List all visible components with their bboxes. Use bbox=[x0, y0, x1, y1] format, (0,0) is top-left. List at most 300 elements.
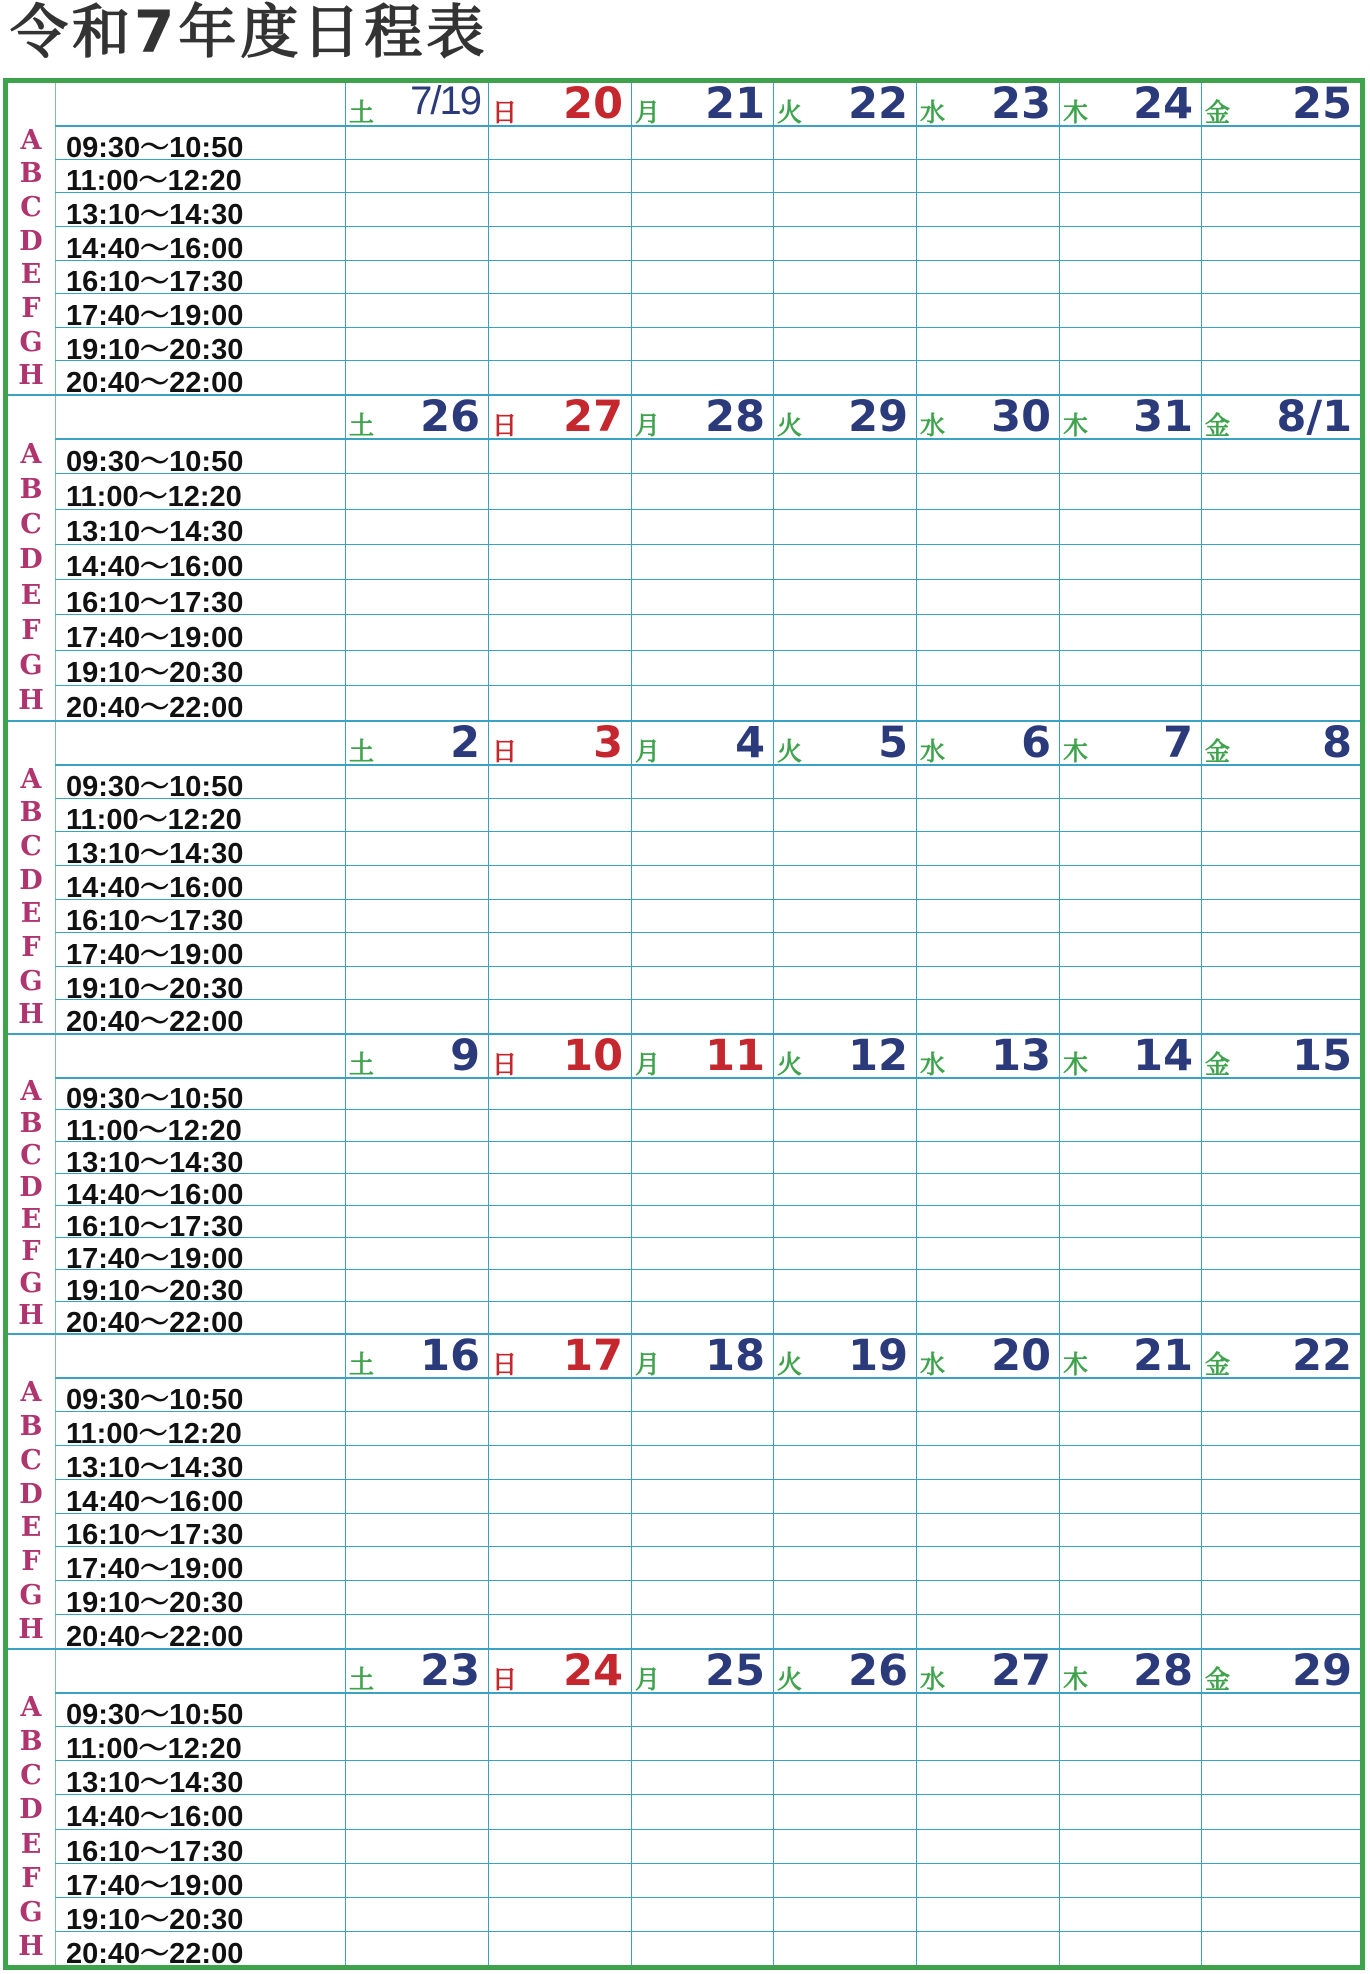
schedule-cell[interactable] bbox=[488, 1829, 631, 1863]
schedule-cell[interactable] bbox=[345, 1205, 488, 1237]
schedule-cell[interactable] bbox=[631, 473, 773, 508]
schedule-cell[interactable] bbox=[916, 932, 1059, 966]
schedule-cell[interactable] bbox=[488, 473, 631, 508]
schedule-cell[interactable] bbox=[916, 125, 1059, 159]
schedule-cell[interactable] bbox=[1059, 1077, 1201, 1109]
schedule-cell[interactable] bbox=[488, 360, 631, 394]
schedule-cell[interactable] bbox=[916, 1546, 1059, 1580]
schedule-cell[interactable] bbox=[1201, 1445, 1360, 1479]
schedule-cell[interactable] bbox=[488, 966, 631, 1000]
schedule-cell[interactable] bbox=[488, 865, 631, 899]
schedule-cell[interactable] bbox=[1201, 579, 1360, 614]
schedule-cell[interactable] bbox=[916, 1411, 1059, 1445]
schedule-cell[interactable] bbox=[345, 1897, 488, 1931]
schedule-cell[interactable] bbox=[916, 1614, 1059, 1648]
schedule-cell[interactable] bbox=[345, 192, 488, 226]
schedule-cell[interactable] bbox=[345, 831, 488, 865]
schedule-cell[interactable] bbox=[773, 1377, 916, 1411]
schedule-cell[interactable] bbox=[345, 1794, 488, 1828]
schedule-cell[interactable] bbox=[773, 1269, 916, 1301]
schedule-cell[interactable] bbox=[488, 1513, 631, 1547]
schedule-cell[interactable] bbox=[1201, 1411, 1360, 1445]
schedule-cell[interactable] bbox=[631, 932, 773, 966]
schedule-cell[interactable] bbox=[345, 1445, 488, 1479]
schedule-cell[interactable] bbox=[1059, 1445, 1201, 1479]
schedule-cell[interactable] bbox=[1059, 1479, 1201, 1513]
schedule-cell[interactable] bbox=[773, 685, 916, 720]
schedule-cell[interactable] bbox=[773, 614, 916, 649]
schedule-cell[interactable] bbox=[916, 1726, 1059, 1760]
schedule-cell[interactable] bbox=[916, 1269, 1059, 1301]
schedule-cell[interactable] bbox=[916, 192, 1059, 226]
schedule-cell[interactable] bbox=[916, 865, 1059, 899]
schedule-cell[interactable] bbox=[1201, 1863, 1360, 1897]
schedule-cell[interactable] bbox=[631, 1109, 773, 1141]
schedule-cell[interactable] bbox=[1201, 192, 1360, 226]
schedule-cell[interactable] bbox=[1059, 1377, 1201, 1411]
schedule-cell[interactable] bbox=[488, 1897, 631, 1931]
schedule-cell[interactable] bbox=[1059, 1794, 1201, 1828]
schedule-cell[interactable] bbox=[1201, 1897, 1360, 1931]
schedule-cell[interactable] bbox=[631, 865, 773, 899]
schedule-cell[interactable] bbox=[631, 966, 773, 1000]
schedule-cell[interactable] bbox=[488, 293, 631, 327]
schedule-cell[interactable] bbox=[631, 1269, 773, 1301]
schedule-cell[interactable] bbox=[631, 1173, 773, 1205]
schedule-cell[interactable] bbox=[916, 1301, 1059, 1333]
schedule-cell[interactable] bbox=[631, 1411, 773, 1445]
schedule-cell[interactable] bbox=[1201, 1726, 1360, 1760]
schedule-cell[interactable] bbox=[1201, 999, 1360, 1033]
schedule-cell[interactable] bbox=[916, 650, 1059, 685]
schedule-cell[interactable] bbox=[1059, 1173, 1201, 1205]
schedule-cell[interactable] bbox=[1201, 1077, 1360, 1109]
schedule-cell[interactable] bbox=[1201, 932, 1360, 966]
schedule-cell[interactable] bbox=[488, 1760, 631, 1794]
schedule-cell[interactable] bbox=[773, 999, 916, 1033]
schedule-cell[interactable] bbox=[488, 1109, 631, 1141]
schedule-cell[interactable] bbox=[1201, 1237, 1360, 1269]
schedule-cell[interactable] bbox=[488, 764, 631, 798]
schedule-cell[interactable] bbox=[1201, 764, 1360, 798]
schedule-cell[interactable] bbox=[1059, 1237, 1201, 1269]
schedule-cell[interactable] bbox=[631, 1301, 773, 1333]
schedule-cell[interactable] bbox=[1059, 360, 1201, 394]
schedule-cell[interactable] bbox=[1059, 1897, 1201, 1931]
schedule-cell[interactable] bbox=[1201, 1301, 1360, 1333]
schedule-cell[interactable] bbox=[773, 1301, 916, 1333]
schedule-cell[interactable] bbox=[631, 226, 773, 260]
schedule-cell[interactable] bbox=[488, 1205, 631, 1237]
schedule-cell[interactable] bbox=[1201, 473, 1360, 508]
schedule-cell[interactable] bbox=[488, 932, 631, 966]
schedule-cell[interactable] bbox=[345, 1580, 488, 1614]
schedule-cell[interactable] bbox=[1059, 544, 1201, 579]
schedule-cell[interactable] bbox=[488, 1377, 631, 1411]
schedule-cell[interactable] bbox=[916, 260, 1059, 294]
schedule-cell[interactable] bbox=[1059, 1301, 1201, 1333]
schedule-cell[interactable] bbox=[631, 1077, 773, 1109]
schedule-cell[interactable] bbox=[916, 159, 1059, 193]
schedule-cell[interactable] bbox=[345, 999, 488, 1033]
schedule-cell[interactable] bbox=[488, 1301, 631, 1333]
schedule-cell[interactable] bbox=[345, 473, 488, 508]
schedule-cell[interactable] bbox=[345, 293, 488, 327]
schedule-cell[interactable] bbox=[1201, 1692, 1360, 1726]
schedule-cell[interactable] bbox=[1201, 1794, 1360, 1828]
schedule-cell[interactable] bbox=[1201, 1479, 1360, 1513]
schedule-cell[interactable] bbox=[1201, 1580, 1360, 1614]
schedule-cell[interactable] bbox=[773, 1411, 916, 1445]
schedule-cell[interactable] bbox=[773, 1829, 916, 1863]
schedule-cell[interactable] bbox=[488, 1726, 631, 1760]
schedule-cell[interactable] bbox=[1059, 764, 1201, 798]
schedule-cell[interactable] bbox=[773, 1513, 916, 1547]
schedule-cell[interactable] bbox=[916, 1173, 1059, 1205]
schedule-cell[interactable] bbox=[773, 932, 916, 966]
schedule-cell[interactable] bbox=[916, 1377, 1059, 1411]
schedule-cell[interactable] bbox=[916, 1931, 1059, 1965]
schedule-cell[interactable] bbox=[916, 438, 1059, 473]
schedule-cell[interactable] bbox=[345, 865, 488, 899]
schedule-cell[interactable] bbox=[773, 1614, 916, 1648]
schedule-cell[interactable] bbox=[631, 1863, 773, 1897]
schedule-cell[interactable] bbox=[773, 1546, 916, 1580]
schedule-cell[interactable] bbox=[773, 1760, 916, 1794]
schedule-cell[interactable] bbox=[1059, 614, 1201, 649]
schedule-cell[interactable] bbox=[1059, 865, 1201, 899]
schedule-cell[interactable] bbox=[916, 999, 1059, 1033]
schedule-cell[interactable] bbox=[773, 1580, 916, 1614]
schedule-cell[interactable] bbox=[345, 125, 488, 159]
schedule-cell[interactable] bbox=[1059, 1760, 1201, 1794]
schedule-cell[interactable] bbox=[631, 1513, 773, 1547]
schedule-cell[interactable] bbox=[916, 1077, 1059, 1109]
schedule-cell[interactable] bbox=[1059, 1931, 1201, 1965]
schedule-cell[interactable] bbox=[488, 509, 631, 544]
schedule-cell[interactable] bbox=[1059, 1141, 1201, 1173]
schedule-cell[interactable] bbox=[1201, 1760, 1360, 1794]
schedule-cell[interactable] bbox=[916, 1829, 1059, 1863]
schedule-cell[interactable] bbox=[488, 1692, 631, 1726]
schedule-cell[interactable] bbox=[1059, 1829, 1201, 1863]
schedule-cell[interactable] bbox=[631, 685, 773, 720]
schedule-cell[interactable] bbox=[488, 1173, 631, 1205]
schedule-cell[interactable] bbox=[916, 1580, 1059, 1614]
schedule-cell[interactable] bbox=[1201, 260, 1360, 294]
schedule-cell[interactable] bbox=[345, 966, 488, 1000]
schedule-cell[interactable] bbox=[1201, 125, 1360, 159]
schedule-cell[interactable] bbox=[773, 293, 916, 327]
schedule-cell[interactable] bbox=[488, 1141, 631, 1173]
schedule-cell[interactable] bbox=[773, 764, 916, 798]
schedule-cell[interactable] bbox=[916, 327, 1059, 361]
schedule-cell[interactable] bbox=[1059, 1580, 1201, 1614]
schedule-cell[interactable] bbox=[345, 1173, 488, 1205]
schedule-cell[interactable] bbox=[488, 1237, 631, 1269]
schedule-cell[interactable] bbox=[1201, 1513, 1360, 1547]
schedule-cell[interactable] bbox=[488, 1863, 631, 1897]
schedule-cell[interactable] bbox=[345, 509, 488, 544]
schedule-cell[interactable] bbox=[1059, 1205, 1201, 1237]
schedule-cell[interactable] bbox=[1201, 865, 1360, 899]
schedule-cell[interactable] bbox=[1059, 1614, 1201, 1648]
schedule-cell[interactable] bbox=[488, 579, 631, 614]
schedule-cell[interactable] bbox=[488, 438, 631, 473]
schedule-cell[interactable] bbox=[345, 159, 488, 193]
schedule-cell[interactable] bbox=[1059, 899, 1201, 933]
schedule-cell[interactable] bbox=[631, 438, 773, 473]
schedule-cell[interactable] bbox=[773, 1109, 916, 1141]
schedule-cell[interactable] bbox=[345, 360, 488, 394]
schedule-cell[interactable] bbox=[631, 579, 773, 614]
schedule-cell[interactable] bbox=[1201, 1546, 1360, 1580]
schedule-cell[interactable] bbox=[916, 544, 1059, 579]
schedule-cell[interactable] bbox=[1201, 899, 1360, 933]
schedule-cell[interactable] bbox=[773, 327, 916, 361]
schedule-cell[interactable] bbox=[345, 1269, 488, 1301]
schedule-cell[interactable] bbox=[345, 1863, 488, 1897]
schedule-cell[interactable] bbox=[916, 1237, 1059, 1269]
schedule-cell[interactable] bbox=[773, 1141, 916, 1173]
schedule-cell[interactable] bbox=[1059, 650, 1201, 685]
schedule-cell[interactable] bbox=[916, 1445, 1059, 1479]
schedule-cell[interactable] bbox=[631, 1205, 773, 1237]
schedule-cell[interactable] bbox=[345, 1237, 488, 1269]
schedule-cell[interactable] bbox=[1059, 579, 1201, 614]
schedule-cell[interactable] bbox=[345, 1411, 488, 1445]
schedule-cell[interactable] bbox=[488, 1794, 631, 1828]
schedule-cell[interactable] bbox=[1201, 685, 1360, 720]
schedule-cell[interactable] bbox=[345, 1614, 488, 1648]
schedule-cell[interactable] bbox=[1201, 1829, 1360, 1863]
schedule-cell[interactable] bbox=[916, 579, 1059, 614]
schedule-cell[interactable] bbox=[631, 1614, 773, 1648]
schedule-cell[interactable] bbox=[773, 192, 916, 226]
schedule-cell[interactable] bbox=[773, 1445, 916, 1479]
schedule-cell[interactable] bbox=[488, 1269, 631, 1301]
schedule-cell[interactable] bbox=[1059, 293, 1201, 327]
schedule-cell[interactable] bbox=[1059, 260, 1201, 294]
schedule-cell[interactable] bbox=[345, 1377, 488, 1411]
schedule-cell[interactable] bbox=[1201, 1109, 1360, 1141]
schedule-cell[interactable] bbox=[488, 1931, 631, 1965]
schedule-cell[interactable] bbox=[345, 1513, 488, 1547]
schedule-cell[interactable] bbox=[1059, 509, 1201, 544]
schedule-cell[interactable] bbox=[916, 764, 1059, 798]
schedule-cell[interactable] bbox=[773, 1726, 916, 1760]
schedule-cell[interactable] bbox=[488, 260, 631, 294]
schedule-cell[interactable] bbox=[773, 1205, 916, 1237]
schedule-cell[interactable] bbox=[916, 1205, 1059, 1237]
schedule-cell[interactable] bbox=[488, 1614, 631, 1648]
schedule-cell[interactable] bbox=[916, 899, 1059, 933]
schedule-cell[interactable] bbox=[1059, 1863, 1201, 1897]
schedule-cell[interactable] bbox=[1059, 226, 1201, 260]
schedule-cell[interactable] bbox=[345, 1479, 488, 1513]
schedule-cell[interactable] bbox=[631, 650, 773, 685]
schedule-cell[interactable] bbox=[631, 1692, 773, 1726]
schedule-cell[interactable] bbox=[916, 1794, 1059, 1828]
schedule-cell[interactable] bbox=[1201, 614, 1360, 649]
schedule-cell[interactable] bbox=[1059, 1692, 1201, 1726]
schedule-cell[interactable] bbox=[1059, 999, 1201, 1033]
schedule-cell[interactable] bbox=[773, 159, 916, 193]
schedule-cell[interactable] bbox=[345, 932, 488, 966]
schedule-cell[interactable] bbox=[631, 831, 773, 865]
schedule-cell[interactable] bbox=[1059, 327, 1201, 361]
schedule-cell[interactable] bbox=[345, 899, 488, 933]
schedule-cell[interactable] bbox=[345, 438, 488, 473]
schedule-cell[interactable] bbox=[773, 1897, 916, 1931]
schedule-cell[interactable] bbox=[1059, 1109, 1201, 1141]
schedule-cell[interactable] bbox=[1201, 650, 1360, 685]
schedule-cell[interactable] bbox=[916, 966, 1059, 1000]
schedule-cell[interactable] bbox=[631, 327, 773, 361]
schedule-cell[interactable] bbox=[773, 1077, 916, 1109]
schedule-cell[interactable] bbox=[1201, 327, 1360, 361]
schedule-cell[interactable] bbox=[631, 260, 773, 294]
schedule-cell[interactable] bbox=[488, 125, 631, 159]
schedule-cell[interactable] bbox=[631, 125, 773, 159]
schedule-cell[interactable] bbox=[488, 1580, 631, 1614]
schedule-cell[interactable] bbox=[773, 1794, 916, 1828]
schedule-cell[interactable] bbox=[1201, 966, 1360, 1000]
schedule-cell[interactable] bbox=[345, 1301, 488, 1333]
schedule-cell[interactable] bbox=[916, 509, 1059, 544]
schedule-cell[interactable] bbox=[631, 544, 773, 579]
schedule-cell[interactable] bbox=[488, 1411, 631, 1445]
schedule-cell[interactable] bbox=[345, 1546, 488, 1580]
schedule-cell[interactable] bbox=[345, 650, 488, 685]
schedule-cell[interactable] bbox=[631, 1445, 773, 1479]
schedule-cell[interactable] bbox=[1059, 1546, 1201, 1580]
schedule-cell[interactable] bbox=[773, 360, 916, 394]
schedule-cell[interactable] bbox=[916, 1513, 1059, 1547]
schedule-cell[interactable] bbox=[631, 1580, 773, 1614]
schedule-cell[interactable] bbox=[631, 1897, 773, 1931]
schedule-cell[interactable] bbox=[1201, 293, 1360, 327]
schedule-cell[interactable] bbox=[916, 293, 1059, 327]
schedule-cell[interactable] bbox=[773, 473, 916, 508]
schedule-cell[interactable] bbox=[1201, 1377, 1360, 1411]
schedule-cell[interactable] bbox=[631, 764, 773, 798]
schedule-cell[interactable] bbox=[773, 125, 916, 159]
schedule-cell[interactable] bbox=[345, 1726, 488, 1760]
schedule-cell[interactable] bbox=[1201, 1614, 1360, 1648]
schedule-cell[interactable] bbox=[1059, 966, 1201, 1000]
schedule-cell[interactable] bbox=[488, 999, 631, 1033]
schedule-cell[interactable] bbox=[488, 192, 631, 226]
schedule-cell[interactable] bbox=[631, 1377, 773, 1411]
schedule-cell[interactable] bbox=[773, 1692, 916, 1726]
schedule-cell[interactable] bbox=[1201, 1141, 1360, 1173]
schedule-cell[interactable] bbox=[345, 327, 488, 361]
schedule-cell[interactable] bbox=[1059, 1726, 1201, 1760]
schedule-cell[interactable] bbox=[488, 831, 631, 865]
schedule-cell[interactable] bbox=[916, 360, 1059, 394]
schedule-cell[interactable] bbox=[916, 1760, 1059, 1794]
schedule-cell[interactable] bbox=[488, 899, 631, 933]
schedule-cell[interactable] bbox=[488, 798, 631, 832]
schedule-cell[interactable] bbox=[916, 798, 1059, 832]
schedule-cell[interactable] bbox=[631, 1829, 773, 1863]
schedule-cell[interactable] bbox=[631, 1479, 773, 1513]
schedule-cell[interactable] bbox=[631, 159, 773, 193]
schedule-cell[interactable] bbox=[345, 1931, 488, 1965]
schedule-cell[interactable] bbox=[773, 438, 916, 473]
schedule-cell[interactable] bbox=[1201, 360, 1360, 394]
schedule-cell[interactable] bbox=[631, 192, 773, 226]
schedule-cell[interactable] bbox=[916, 1109, 1059, 1141]
schedule-cell[interactable] bbox=[488, 1077, 631, 1109]
schedule-cell[interactable] bbox=[488, 544, 631, 579]
schedule-cell[interactable] bbox=[916, 1897, 1059, 1931]
schedule-cell[interactable] bbox=[916, 685, 1059, 720]
schedule-cell[interactable] bbox=[345, 764, 488, 798]
schedule-cell[interactable] bbox=[773, 831, 916, 865]
schedule-cell[interactable] bbox=[916, 473, 1059, 508]
schedule-cell[interactable] bbox=[345, 1141, 488, 1173]
schedule-cell[interactable] bbox=[345, 685, 488, 720]
schedule-cell[interactable] bbox=[916, 1479, 1059, 1513]
schedule-cell[interactable] bbox=[631, 1546, 773, 1580]
schedule-cell[interactable] bbox=[631, 1726, 773, 1760]
schedule-cell[interactable] bbox=[773, 226, 916, 260]
schedule-cell[interactable] bbox=[345, 1760, 488, 1794]
schedule-cell[interactable] bbox=[1059, 685, 1201, 720]
schedule-cell[interactable] bbox=[916, 1141, 1059, 1173]
schedule-cell[interactable] bbox=[916, 226, 1059, 260]
schedule-cell[interactable] bbox=[773, 1479, 916, 1513]
schedule-cell[interactable] bbox=[1201, 509, 1360, 544]
schedule-cell[interactable] bbox=[773, 509, 916, 544]
schedule-cell[interactable] bbox=[773, 1931, 916, 1965]
schedule-cell[interactable] bbox=[345, 1077, 488, 1109]
schedule-cell[interactable] bbox=[345, 260, 488, 294]
schedule-cell[interactable] bbox=[488, 226, 631, 260]
schedule-cell[interactable] bbox=[488, 650, 631, 685]
schedule-cell[interactable] bbox=[773, 544, 916, 579]
schedule-cell[interactable] bbox=[1059, 473, 1201, 508]
schedule-cell[interactable] bbox=[1201, 438, 1360, 473]
schedule-cell[interactable] bbox=[1201, 831, 1360, 865]
schedule-cell[interactable] bbox=[773, 966, 916, 1000]
schedule-cell[interactable] bbox=[631, 798, 773, 832]
schedule-cell[interactable] bbox=[488, 685, 631, 720]
schedule-cell[interactable] bbox=[773, 1173, 916, 1205]
schedule-cell[interactable] bbox=[1059, 1411, 1201, 1445]
schedule-cell[interactable] bbox=[1059, 932, 1201, 966]
schedule-cell[interactable] bbox=[631, 1794, 773, 1828]
schedule-cell[interactable] bbox=[916, 1692, 1059, 1726]
schedule-cell[interactable] bbox=[1059, 125, 1201, 159]
schedule-cell[interactable] bbox=[631, 293, 773, 327]
schedule-cell[interactable] bbox=[345, 1109, 488, 1141]
schedule-cell[interactable] bbox=[916, 1863, 1059, 1897]
schedule-cell[interactable] bbox=[345, 1829, 488, 1863]
schedule-cell[interactable] bbox=[488, 1445, 631, 1479]
schedule-cell[interactable] bbox=[773, 865, 916, 899]
schedule-cell[interactable] bbox=[773, 1237, 916, 1269]
schedule-cell[interactable] bbox=[631, 1237, 773, 1269]
schedule-cell[interactable] bbox=[773, 1863, 916, 1897]
schedule-cell[interactable] bbox=[916, 831, 1059, 865]
schedule-cell[interactable] bbox=[1059, 1269, 1201, 1301]
schedule-cell[interactable] bbox=[345, 1692, 488, 1726]
schedule-cell[interactable] bbox=[631, 899, 773, 933]
schedule-cell[interactable] bbox=[631, 614, 773, 649]
